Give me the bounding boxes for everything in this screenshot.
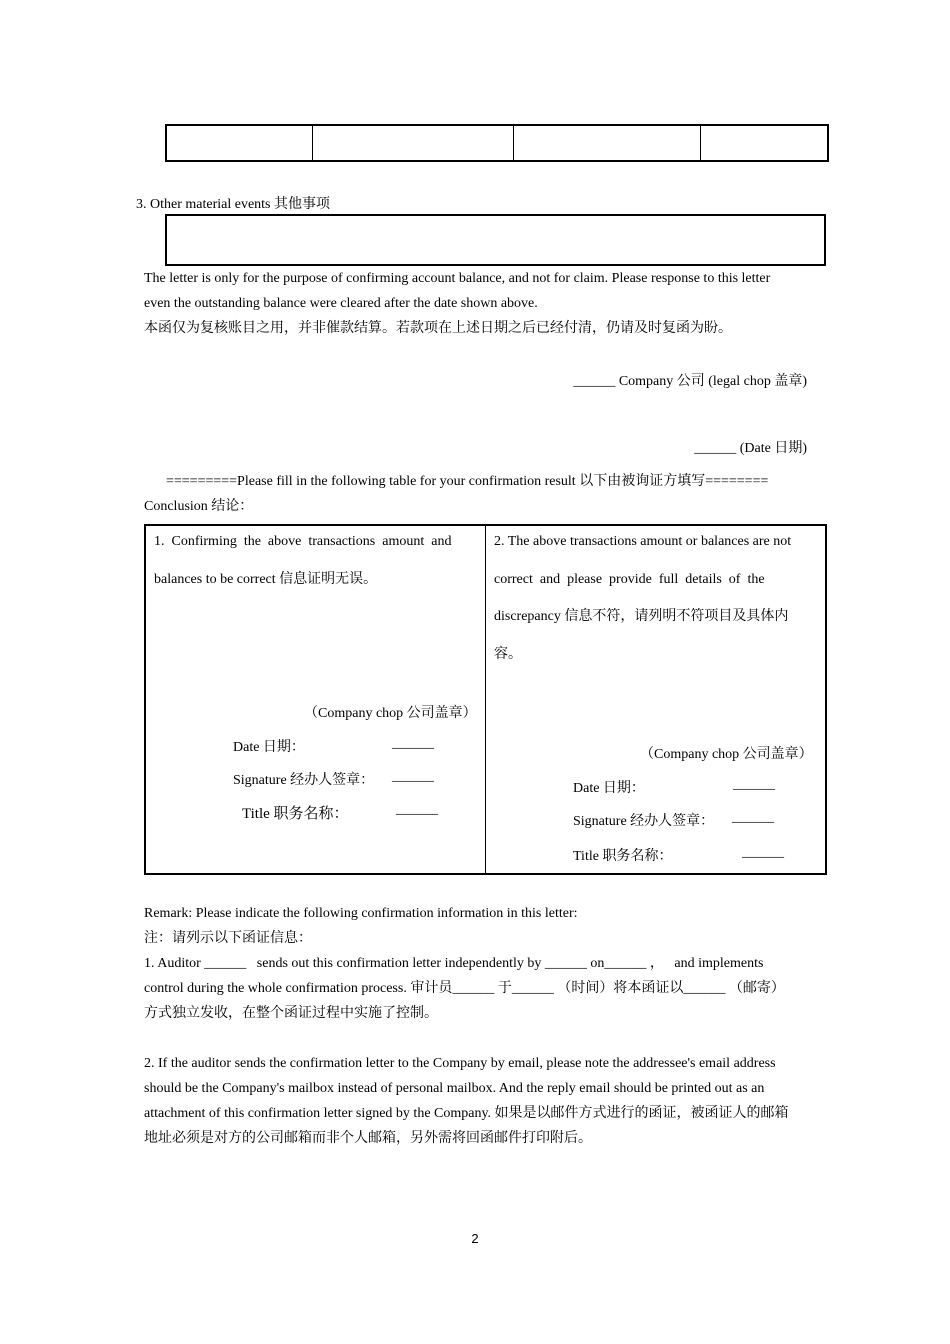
- notice-line: even the outstanding balance were cleared after the date shown above.: [144, 296, 538, 311]
- remark-item-1: 1. Auditor ______ sends out this confirmation letter independently by ______ on______ ， and implements: [144, 956, 764, 971]
- right-signature-blank: ______: [732, 810, 774, 825]
- discrepancy-text-line: correct and please provide full details of the: [494, 571, 765, 587]
- section-3-heading: 3. Other material events 其他事项: [136, 197, 331, 212]
- balance-table-row: [165, 124, 829, 162]
- column-divider: [485, 526, 486, 873]
- confirm-text-line: balances to be correct 信息证明无误。: [154, 571, 378, 587]
- notice-paragraph: [144, 266, 808, 341]
- left-signature-blank: ______: [392, 769, 434, 784]
- right-date-blank: ______: [733, 777, 775, 792]
- remark-item-2: 2. If the auditor sends the confirmation letter to the Company by email, please note the addressee's email address: [144, 1056, 776, 1071]
- discrepancy-text-line: 容。: [494, 646, 522, 662]
- right-company-chop: （Company chop 公司盖章）: [640, 747, 813, 762]
- remark-item-2: attachment of this confirmation letter signed by the Company. 如果是以邮件方式进行的函证，被函证人的邮箱: [144, 1106, 789, 1121]
- left-signature-label: Signature 经办人签章：: [233, 773, 375, 788]
- remark-heading-cn: 注：请列示以下函证信息：: [144, 931, 312, 946]
- remark-heading: Remark: Please indicate the following confirmation information in this letter:: [144, 906, 578, 921]
- date-line: ______ (Date 日期): [694, 441, 807, 456]
- discrepancy-text-line: discrepancy 信息不符，请列明不符项目及具体内: [494, 609, 789, 624]
- left-title-label: Title 职务名称：: [242, 806, 349, 822]
- other-events-box: [165, 214, 826, 266]
- remark-section: [144, 901, 808, 1151]
- table-cell: [701, 126, 827, 160]
- remark-item-1: 方式独立发收，在整个函证过程中实施了控制。: [144, 1006, 438, 1021]
- table-cell: [167, 126, 313, 160]
- left-title-blank: ______: [396, 802, 438, 817]
- fill-in-instruction: =========Please fill in the following table for your confirmation result 以下由被询证方填写========: [166, 474, 769, 489]
- conclusion-table: [144, 524, 827, 875]
- left-date-label: Date 日期：: [233, 740, 305, 755]
- table-cell: [313, 126, 514, 160]
- left-company-chop: （Company chop 公司盖章）: [304, 706, 477, 721]
- remark-item-1: control during the whole confirmation process. 审计员______ 于______ （时间）将本函证以______ （邮寄）: [144, 981, 785, 996]
- remark-item-2: 地址必须是对方的公司邮箱而非个人邮箱，另外需将回函邮件打印附后。: [144, 1131, 592, 1146]
- spacer: [144, 1026, 808, 1051]
- company-chop-line: ______ Company 公司 (legal chop 盖章): [573, 374, 807, 389]
- discrepancy-text: [494, 523, 818, 673]
- right-title-label: Title 职务名称：: [573, 849, 673, 864]
- right-date-label: Date 日期：: [573, 781, 645, 796]
- confirm-text-line: 1. Confirming the above transactions amount and: [154, 534, 452, 549]
- notice-line: The letter is only for the purpose of confirming account balance, and not for claim. Please response to this letter: [144, 271, 771, 286]
- table-cell: [514, 126, 701, 160]
- notice-line-cn: 本函仅为复核账目之用，并非催款结算。若款项在上述日期之后已经付清，仍请及时复函为盼。: [144, 321, 732, 336]
- left-date-blank: ______: [392, 736, 434, 751]
- right-title-blank: ______: [742, 845, 784, 860]
- remark-item-2: should be the Company's mailbox instead of personal mailbox. And the reply email should be printed out as an: [144, 1081, 765, 1096]
- discrepancy-text-line: 2. The above transactions amount or balances are not: [494, 534, 792, 549]
- conclusion-label: Conclusion 结论：: [144, 499, 254, 514]
- right-signature-label: Signature 经办人签章：: [573, 814, 715, 829]
- confirm-correct-text: [154, 523, 476, 598]
- page-number: 2: [471, 1231, 479, 1246]
